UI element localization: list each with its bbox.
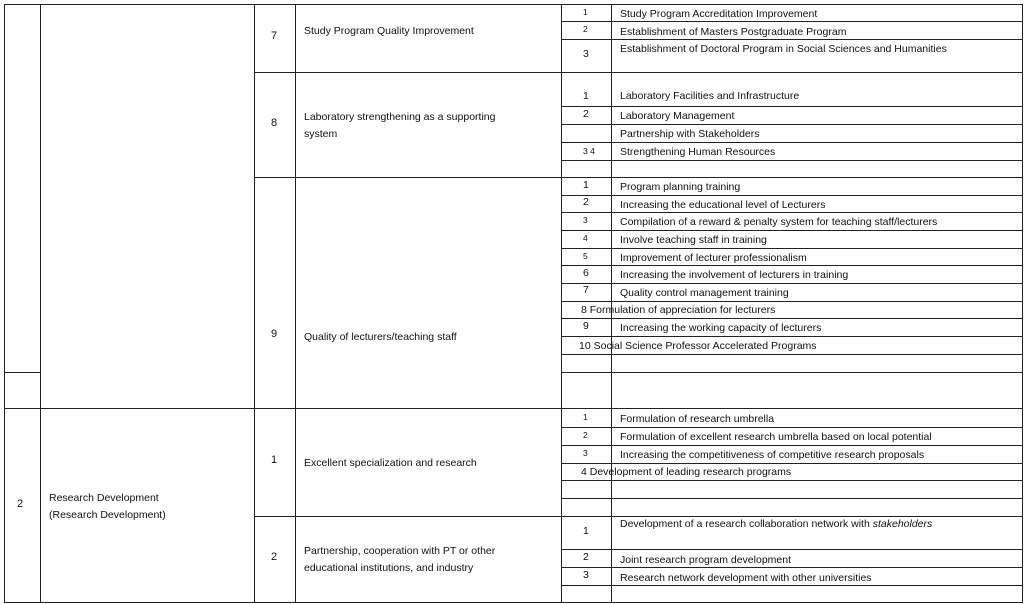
activity-text: Program planning training: [620, 181, 741, 193]
column-divider-program: [295, 4, 296, 602]
activity-row-divider: [561, 230, 1023, 231]
activity-text: Laboratory Facilities and Infrastructure: [620, 90, 800, 102]
activity-number: 1: [583, 90, 589, 102]
activity-number: 4: [583, 233, 588, 243]
activity-number: 1: [583, 412, 588, 422]
activity-row-divider: [561, 480, 1023, 481]
activity-merged-text: 10 Social Science Professor Accelerated Programs: [579, 340, 817, 352]
activity-text: Formulation of research umbrella: [620, 413, 775, 425]
section-number: 2: [17, 498, 24, 510]
activity-row-divider: [561, 427, 1023, 428]
program-row-divider: [254, 516, 1023, 517]
activity-text: Improvement of lecturer professionalism: [620, 252, 807, 264]
table-border-top: [4, 4, 1023, 5]
table-border-right: [1022, 4, 1023, 602]
program-number: 8: [271, 117, 278, 129]
program-title-line-2: educational institutions, and industry: [304, 562, 474, 574]
program-title-line-2: system: [304, 128, 338, 140]
activity-text: Formulation of excellent research umbrella based on local potential: [620, 431, 932, 443]
activity-row-divider: [561, 106, 1023, 107]
activity-number: 3: [583, 48, 589, 60]
activity-merged-text: 4 Development of leading research programs: [581, 466, 792, 478]
column-divider-area: [40, 4, 41, 602]
activity-number: 1: [583, 179, 589, 191]
program-title-line-1: Partnership, cooperation with PT or other: [304, 545, 496, 557]
activity-number: 6: [583, 267, 589, 279]
activity-row-divider: [561, 585, 1023, 586]
program-row-divider: [254, 72, 1023, 73]
program-number: 1: [271, 454, 278, 466]
activity-row-divider: [561, 124, 1023, 125]
section-title-line-1: Research Development: [49, 492, 159, 504]
activity-number: 2: [583, 24, 588, 34]
activity-row-divider: [561, 195, 1023, 196]
activity-row-divider: [561, 39, 1023, 40]
activity-text: Compilation of a reward & penalty system for teaching staff/lecturers: [620, 216, 938, 228]
activity-text: Increasing the working capacity of lecturers: [620, 322, 822, 334]
activity-text-italic: stakeholders: [872, 518, 933, 530]
column-divider-activity-number-left: [561, 4, 562, 602]
activity-row-divider: [561, 265, 1023, 266]
activity-row-divider: [561, 248, 1023, 249]
activity-row-divider: [561, 336, 1023, 337]
activity-row-divider: [561, 318, 1023, 319]
activity-number: 3: [583, 569, 589, 581]
activity-number: 3 4: [583, 146, 595, 156]
activity-row-divider: [561, 445, 1023, 446]
program-title: Study Program Quality Improvement: [304, 25, 474, 37]
activity-row-divider: [561, 498, 1023, 499]
activity-number: 3: [583, 215, 588, 225]
activity-number: 7: [583, 284, 589, 296]
column-divider-activity-number-right: [611, 4, 612, 602]
activity-row-divider: [561, 142, 1023, 143]
activity-row-divider: [561, 212, 1023, 213]
activity-text: Laboratory Management: [620, 110, 735, 122]
activity-text: Involve teaching staff in training: [620, 234, 767, 246]
activity-number: 2: [583, 108, 589, 120]
activity-number: 1: [583, 525, 589, 537]
activity-number: 2: [583, 196, 589, 208]
activity-text: Strengthening Human Resources: [620, 146, 776, 158]
activity-number: 5: [583, 251, 588, 261]
area-column-divider: [4, 372, 40, 373]
activity-text: Increasing the competitiveness of competitive research proposals: [620, 449, 925, 461]
activity-text: Partnership with Stakeholders: [620, 128, 760, 140]
activity-number: 9: [583, 320, 589, 332]
program-title-line-1: Laboratory strengthening as a supporting: [304, 111, 496, 123]
section-divider: [4, 408, 1023, 409]
activity-text: Establishment of Doctoral Program in Social Sciences and Humanities: [620, 43, 947, 55]
activity-text: Establishment of Masters Postgraduate Program: [620, 26, 847, 38]
activity-row-divider: [561, 301, 1023, 302]
section-title-line-2: (Research Development): [49, 509, 166, 521]
activity-row-divider: [561, 463, 1023, 464]
activity-text: Increasing the involvement of lecturers in training: [620, 269, 849, 281]
activity-row-divider: [561, 283, 1023, 284]
activity-number: 2: [583, 551, 589, 563]
activity-row-divider: [561, 354, 1023, 355]
activity-text: Increasing the educational level of Lecturers: [620, 199, 826, 211]
column-divider-number: [254, 4, 255, 602]
activity-text-plain: Development of a research collaboration network with: [620, 518, 873, 530]
program-number: 2: [271, 551, 278, 563]
table-border-left: [4, 4, 5, 602]
activity-number: 3: [583, 448, 588, 458]
activity-text: Study Program Accreditation Improvement: [620, 8, 818, 20]
activity-text: Quality control management training: [620, 287, 789, 299]
activity-text: Research network development with other universities: [620, 572, 872, 584]
activity-row-divider: [561, 372, 1023, 373]
program-number: 9: [271, 328, 278, 340]
activity-text: Joint research program development: [620, 554, 792, 566]
activity-row-divider: [561, 549, 1023, 550]
activity-number: 1: [583, 7, 588, 17]
activity-row-divider: [561, 567, 1023, 568]
activity-row-divider: [561, 21, 1023, 22]
program-row-divider: [254, 177, 1023, 178]
activity-merged-text: 8 Formulation of appreciation for lecturers: [581, 304, 776, 316]
table-border-bottom: [4, 602, 1023, 603]
activity-number: 2: [583, 430, 588, 440]
program-title: Excellent specialization and research: [304, 457, 477, 469]
activity-text: [620, 519, 932, 530]
program-title: Quality of lecturers/teaching staff: [304, 331, 457, 343]
program-number: 7: [271, 30, 278, 42]
activity-row-divider: [561, 160, 1023, 161]
